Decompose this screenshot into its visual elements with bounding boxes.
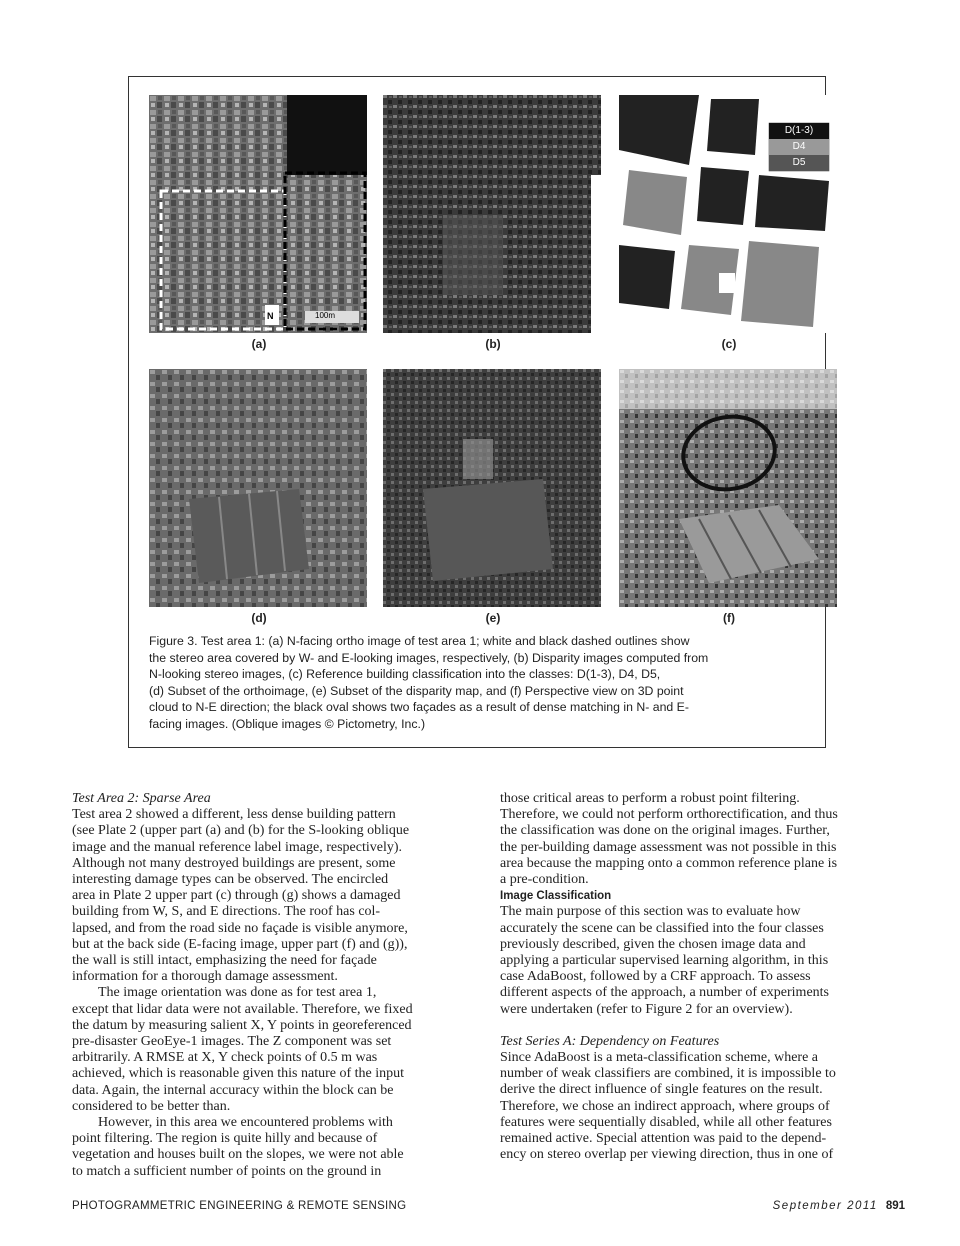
text-line: the wall is still intact, emphasizing the need for façade bbox=[72, 953, 377, 969]
text-line: image and the manual reference label image, respectively). bbox=[72, 839, 402, 855]
text-line: point filtering. The region is quite hilly and because of bbox=[72, 1131, 378, 1147]
caption-line: the stereo area covered by W- and E-looking images, respectively, (b) Disparity images computed from bbox=[149, 650, 709, 665]
text-line: lapsed, and from the road side no façade is visible anymore, bbox=[72, 920, 408, 936]
section-heading-test-series-a: Test Series A: Dependency on Features bbox=[500, 1033, 720, 1049]
text-line: achieved, which is reasonable given this nature of the input bbox=[72, 1066, 405, 1082]
text-line: area in Plate 2 upper part (c) through (g) shows a damaged bbox=[72, 888, 401, 904]
legend-d1-3: D(1-3) bbox=[784, 125, 814, 136]
page-number: 891 bbox=[885, 1200, 905, 1212]
text-line: area because the mapping onto a common reference plane is bbox=[500, 855, 838, 871]
text-line: derive the direct influence of single features on the result. bbox=[500, 1082, 823, 1098]
footer-date: September 2011 bbox=[772, 1200, 878, 1212]
text-line: Although not many destroyed buildings are present, some bbox=[72, 855, 396, 871]
text-line: Since AdaBoost is a meta-classification scheme, where a bbox=[500, 1050, 819, 1066]
text-line: The main purpose of this section was to evaluate how bbox=[500, 904, 801, 920]
caption-line: Figure 3. Test area 1: (a) N-facing ortho image of test area 1; white and black dashed outlines show bbox=[149, 634, 690, 648]
legend-d4: D4 bbox=[792, 141, 806, 152]
text-line: a pre-condition. bbox=[500, 872, 589, 888]
text-line: Therefore, we could not perform orthorectification, and thus bbox=[500, 807, 838, 823]
text-line: the datum by measuring salient X, Y points in georeferenced bbox=[72, 1017, 412, 1033]
paragraph bbox=[72, 985, 484, 1115]
text-line: The image orientation was done as for test area 1, bbox=[98, 985, 377, 1001]
legend-d5: D5 bbox=[792, 157, 806, 168]
right-column bbox=[500, 791, 912, 1163]
text-line: applying a particular supervised learning algorithm, in this bbox=[500, 953, 829, 969]
section-heading-test-area-2: Test Area 2: Sparse Area bbox=[72, 791, 211, 806]
panel-e-disparity-subset bbox=[383, 369, 601, 607]
figure-caption bbox=[149, 633, 809, 733]
figure-3 bbox=[128, 76, 826, 748]
text-line: However, in this area we encountered problems with bbox=[98, 1115, 393, 1131]
text-line: those critical areas to perform a robust point filtering. bbox=[500, 791, 800, 806]
text-line: to match a sufficient number of points on the ground in bbox=[72, 1163, 382, 1179]
panel-c-reference-classification bbox=[619, 95, 837, 333]
text-line: remained active. Special attention was paid to the depend- bbox=[500, 1131, 827, 1147]
text-line: (see Plate 2 (upper part (a) and (b) for the S-looking oblique bbox=[72, 823, 410, 839]
paragraph bbox=[500, 904, 912, 1017]
panel-label-b: (b) bbox=[485, 337, 501, 351]
text-line: accurately the scene can be classified into the four classes bbox=[500, 920, 824, 936]
text-line: except that lidar data were not available. Therefore, we fixed bbox=[72, 1001, 413, 1017]
panel-label-f: (f) bbox=[723, 611, 735, 625]
panel-label-c: (c) bbox=[721, 337, 737, 351]
text-line: previously described, given the chosen image data and bbox=[500, 936, 806, 952]
text-line: the per-building damage assessment was not possible in this bbox=[500, 839, 837, 855]
panel-b-disparity-image bbox=[383, 95, 601, 333]
text-line: interesting damage types can be observed. The encircled bbox=[72, 872, 389, 888]
text-line: ency on stereo overlap per viewing direction, thus in one of bbox=[500, 1147, 834, 1163]
caption-line: cloud to N-E direction; the black oval shows two façades as a result of dense matching in N- and E- bbox=[149, 700, 689, 715]
footer-date-page bbox=[773, 1200, 905, 1212]
text-line: data. Again, the internal accuracy within the block can be bbox=[72, 1082, 394, 1098]
section-heading-image-classification: Image Classification bbox=[500, 890, 612, 903]
paragraph bbox=[72, 1115, 484, 1180]
text-line: Test area 2 showed a different, less dense building pattern bbox=[72, 807, 396, 823]
text-line: pre-disaster GeoEye-1 images. The Z component was set bbox=[72, 1034, 392, 1050]
text-line: case AdaBoost, followed by a CRF approach. To assess bbox=[500, 969, 811, 985]
text-line: vegetation and houses built on the slopes, we were not able bbox=[72, 1147, 404, 1163]
text-line: features were sequentially disabled, while all other features bbox=[500, 1114, 832, 1130]
panel-label-e: (e) bbox=[485, 611, 501, 625]
left-column bbox=[72, 791, 484, 1180]
caption-line: N-looking stereo images, (c) Reference building classification into the classes: D(1-3), D4, D5, bbox=[149, 667, 661, 682]
panel-a-ortho-image bbox=[149, 95, 367, 333]
text-line: different aspects of the approach, a number of experiments bbox=[500, 985, 829, 1001]
paragraph bbox=[500, 1050, 912, 1163]
text-line: information for a thorough damage assessment. bbox=[72, 969, 338, 985]
text-line: building from W, S, and E directions. The roof has col- bbox=[72, 904, 381, 920]
text-line: number of weak classifiers are combined, it is impossible to bbox=[500, 1066, 836, 1082]
panel-label-d: (d) bbox=[251, 611, 267, 625]
panel-d-orthoimage-subset bbox=[149, 369, 367, 607]
text-line: Therefore, we chose an indirect approach, where groups of bbox=[500, 1098, 830, 1114]
north-arrow-label: N bbox=[267, 311, 274, 321]
text-line: arbitrarily. A RMSE at X, Y check points of 0.5 m was bbox=[72, 1050, 378, 1066]
caption-line: facing images. (Oblique images © Pictometry, Inc.) bbox=[149, 716, 426, 731]
panel-label-a: (a) bbox=[251, 337, 267, 351]
text-line: the classification was done on the original images. Further, bbox=[500, 823, 830, 839]
footer-journal-name: PHOTOGRAMMETRIC ENGINEERING & REMOTE SENSING bbox=[72, 1200, 407, 1212]
scale-bar-label: 100m bbox=[315, 311, 336, 320]
caption-line: (d) Subset of the orthoimage, (e) Subset of the disparity map, and (f) Perspective view on 3D point bbox=[149, 683, 684, 698]
paragraph bbox=[72, 807, 484, 985]
panel-f-point-cloud-view bbox=[619, 369, 837, 607]
text-line: were undertaken (refer to Figure 2 for an overview). bbox=[500, 1001, 793, 1017]
text-line: considered to be better than. bbox=[72, 1098, 231, 1114]
text-line: but at the back side (E-facing image, upper part (f) and (g)), bbox=[72, 936, 408, 952]
paragraph bbox=[500, 791, 912, 888]
